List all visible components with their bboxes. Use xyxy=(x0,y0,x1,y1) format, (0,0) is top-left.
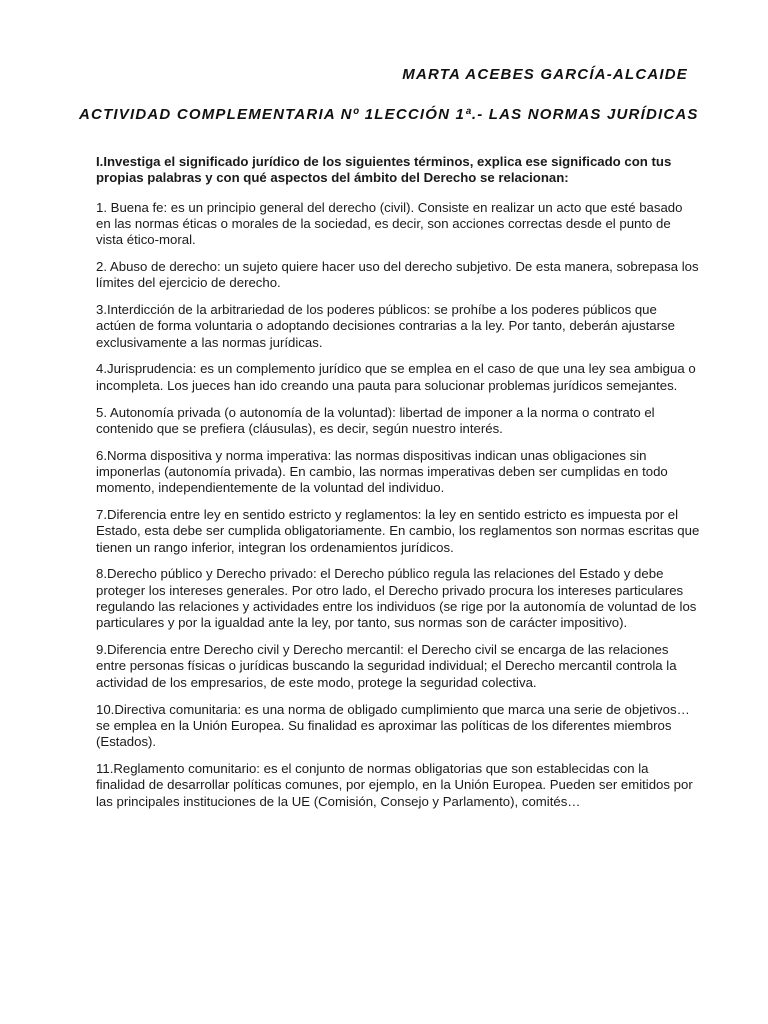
definition-item: 11.Reglamento comunitario: es el conjunto de normas obligatorias que son establecidas con la finalidad de desarrollar políticas comunes, por ejemplo, en la Unión Europea. Pueden ser emitidos por las principales instituciones de la UE (Comisión, Consejo y Parlamento), comités… xyxy=(96,760,693,809)
document-body xyxy=(96,154,700,820)
definition-item: 7.Diferencia entre ley en sentido estricto y reglamentos: la ley en sentido estricto es impuesta por el Estado, esta debe ser cumplida obligatoriamente. En cambio, los reglamentos son normas escritas que tienen un rango inferior, integran los ordenamientos jurídicos. xyxy=(96,507,700,555)
definition-item: 10.Directiva comunitaria: es una norma de obligado cumplimiento que marca una serie de objetivos… se emplea en la Unión Europea. Su finalidad es aproximar las políticas de los diferentes miembros (Estados). xyxy=(96,701,690,750)
author-name: MARTA ACEBES GARCÍA-ALCAIDE xyxy=(402,66,688,83)
definition-item: 4.Jurisprudencia: es un complemento jurídico que se emplea en el caso de que una ley sea ambigua o incompleta. Los jueces han ido creando una pauta para solucionar problemas jurídicos semejantes. xyxy=(96,361,696,393)
definition-item: 8.Derecho público y Derecho privado: el Derecho público regula las relaciones del Estado y debe proteger los intereses generales. Por otro lado, el Derecho privado procura los intereses particulares regulando las relaciones y actividades entre los individuos (se rige por la autonomía de voluntad de los particulares y por la igualdad ante la ley, por tanto, sus normas son de carácter impositivo). xyxy=(96,566,697,631)
definition-item: 2. Abuso de derecho: un sujeto quiere hacer uso del derecho subjetivo. De esta manera, sobrepasa los límites del ejercicio de derecho. xyxy=(96,258,699,291)
definition-item: 6.Norma dispositiva y norma imperativa: las normas dispositivas indican unas obligaciones sin imponerlas (autonomía privada). En cambio, las normas imperativas deben ser cumplidas en todo momento, independientemente de la voluntad del individuo. xyxy=(96,447,668,496)
definition-item: 3.Interdicción de la arbitrariedad de los poderes públicos: se prohíbe a los poderes públicos que actúen de forma voluntaria o adoptando decisiones contrarias a la ley. Por tanto, deberán ajustarse exclusivamente a las normas jurídicas. xyxy=(96,302,675,350)
document-header xyxy=(79,106,699,123)
activity-title: ACTIVIDAD COMPLEMENTARIA Nº 1 xyxy=(79,106,375,123)
definition-item: 5. Autonomía privada (o autonomía de la voluntad): libertad de imponer a la norma o contrato el contenido que se prefiera (cláusulas), es decir, según nuestro interés. xyxy=(96,404,655,436)
question-heading: I.Investiga el significado jurídico de los siguientes términos, explica ese significado con tus propias palabras y con qué aspectos del ámbito del Derecho se relacionan: xyxy=(96,154,672,186)
lesson-title: LECCIÓN 1ª.- LAS NORMAS JURÍDICAS xyxy=(374,106,699,123)
definition-item: 1. Buena fe: es un principio general del derecho (civil). Consiste en realizar un acto que esté basado en las normas éticas o morales de la sociedad, es decir, son acciones correctas desde el punto de vista ético-moral. xyxy=(96,199,683,248)
definition-item: 9.Diferencia entre Derecho civil y Derecho mercantil: el Derecho civil se encarga de las relaciones entre personas físicas o jurídicas buscando la seguridad individual; el Derecho mercantil controla la actividad de los empresarios, de este modo, protege la seguridad colectiva. xyxy=(96,642,677,690)
